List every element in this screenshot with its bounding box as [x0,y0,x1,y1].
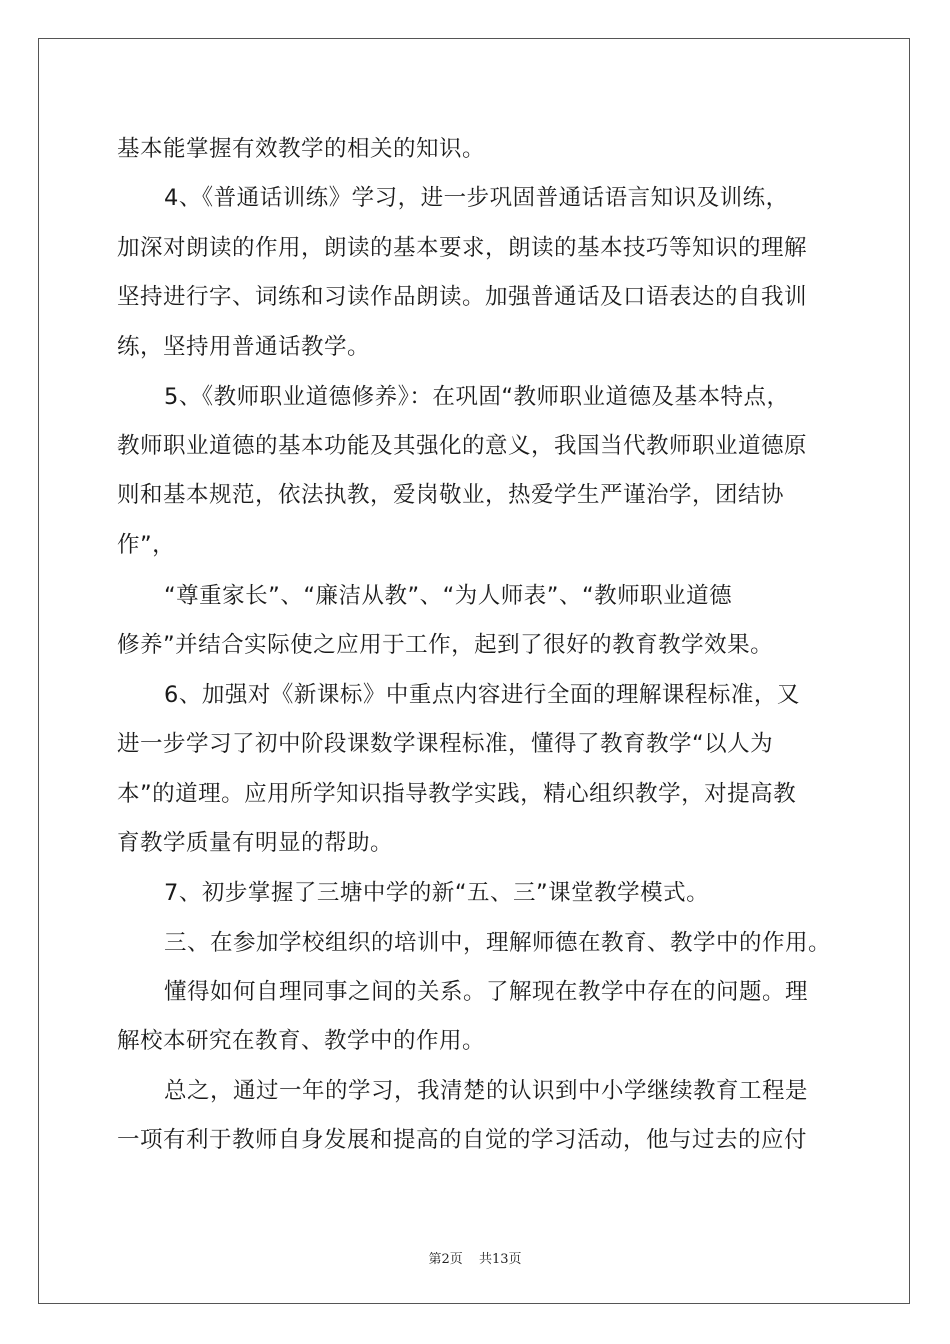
page-border [38,38,910,1304]
text-line: 解校本研究在教育、教学中的作用。 [117,1028,486,1054]
text-line: “尊重家长”、“廉洁从教”、“为人师表”、“教师职业道德 [164,583,733,609]
page-footer [0,1248,950,1267]
text-line: 5、《教师职业道德修养》：在巩固“教师职业道德及基本特点， [164,384,790,410]
text-line: 修养”并结合实际使之应用于工作，起到了很好的教育教学效果。 [117,632,774,658]
text-line: 作”， [117,532,176,558]
text-line: 7、初步掌握了三塘中学的新“五、三”课堂教学模式。 [164,880,710,906]
text-line: 总之，通过一年的学习，我清楚的认识到中小学继续教育工程是 [164,1078,809,1104]
text-line: 育教学质量有明显的帮助。 [117,830,394,856]
text-line: 教师职业道德的基本功能及其强化的意义，我国当代教师职业道德原 [117,433,808,459]
text-line: 6、加强对《新课标》中重点内容进行全面的理解课程标准，又 [164,682,800,708]
text-line: 基本能掌握有效教学的相关的知识。 [117,136,486,162]
page-number: 第2页 [428,1252,463,1267]
text-line: 懂得如何自理同事之间的关系。了解现在教学中存在的问题。理 [164,979,809,1005]
text-line: 进一步学习了初中阶段课数学课程标准，懂得了教育教学“以人为 [117,731,774,757]
page-total: 共13页 [478,1252,522,1267]
text-line: 则和基本规范，依法执教，爱岗敬业，热爱学生严谨治学，团结协 [117,482,785,508]
text-line: 4、《普通话训练》学习，进一步巩固普通话语言知识及训练， [164,185,789,211]
text-line: 本”的道理。应用所学知识指导教学实践，精心组织教学，对提高教 [117,781,797,807]
text-line: 一项有利于教师自身发展和提高的自觉的学习活动，他与过去的应付 [117,1127,808,1153]
text-line: 加深对朗读的作用，朗读的基本要求，朗读的基本技巧等知识的理解 [117,235,808,261]
text-line: 坚持进行字、词练和习读作品朗读。加强普通话及口语表达的自我训 [117,284,808,310]
text-line: 练，坚持用普通话教学。 [117,334,371,360]
text-line: 三、在参加学校组织的培训中，理解师德在教育、教学中的作用。 [164,930,832,956]
